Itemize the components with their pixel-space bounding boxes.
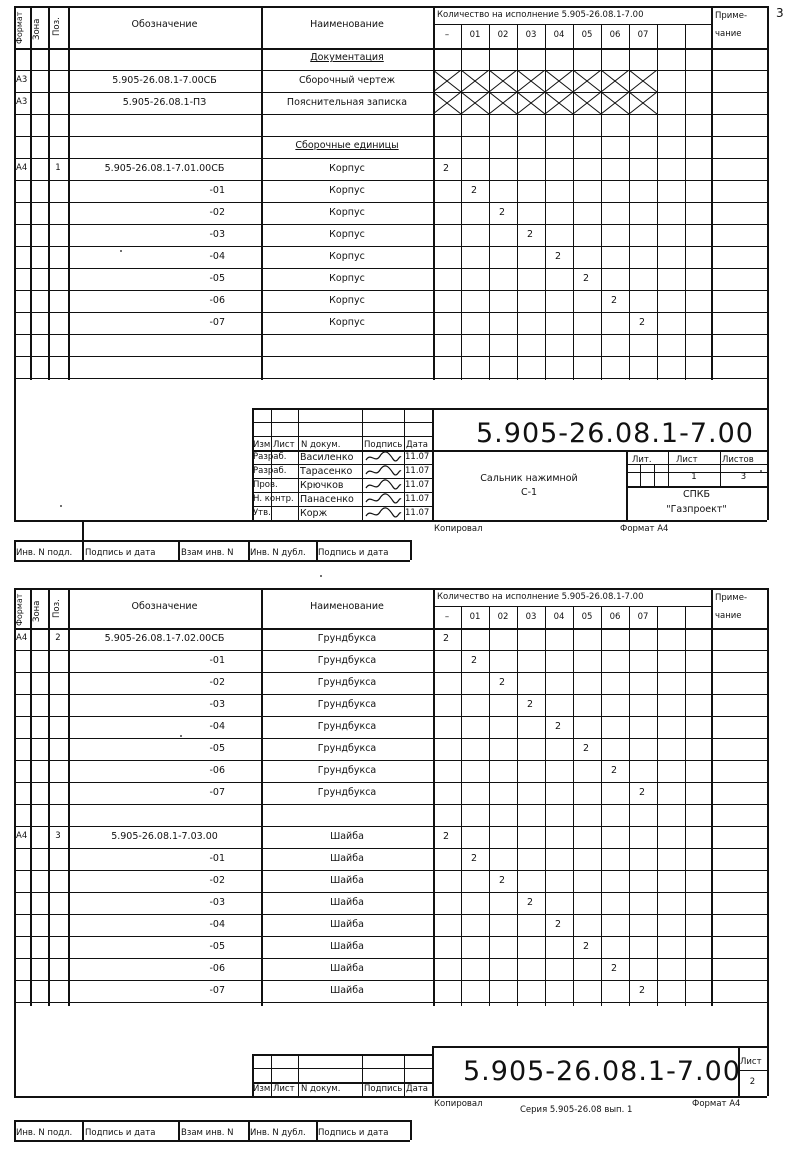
scan-speck — [760, 470, 762, 472]
column-header-note: Приме- — [715, 593, 748, 603]
rule-line — [252, 478, 432, 479]
cross-mark — [601, 92, 629, 114]
stamp-date: 11.07 — [405, 480, 430, 490]
stamp-role: Утв. — [253, 508, 271, 518]
spec-sheet-1 — [0, 4, 792, 560]
row-designation: -06 — [209, 963, 225, 974]
row-position: 1 — [55, 163, 61, 173]
rule-line — [461, 606, 462, 1006]
rule-line — [14, 1140, 410, 1142]
rule-line — [14, 1006, 16, 1096]
series-label: Серия 5.905-26.08 вып. 1 — [520, 1105, 633, 1115]
row-designation: -02 — [209, 875, 225, 886]
cross-mark — [545, 92, 573, 114]
rule-line — [252, 1068, 432, 1069]
rule-line — [489, 606, 490, 1006]
stamp-person-name: Василенко — [300, 452, 354, 463]
row-name: Корпус — [329, 185, 365, 196]
rule-line — [14, 158, 767, 159]
row-position: 3 — [55, 831, 61, 841]
column-header-execution: 03 — [525, 612, 537, 622]
rule-line — [252, 436, 432, 437]
signature-date-label: Подпись и дата — [85, 548, 156, 558]
rule-line — [82, 540, 84, 560]
handwritten-signature — [363, 450, 403, 464]
stamp-header-document: N докум. — [301, 440, 341, 450]
rule-line — [178, 540, 180, 560]
row-quantity: 2 — [611, 963, 618, 974]
cross-mark — [517, 92, 545, 114]
rule-line — [573, 606, 574, 1006]
organization-name: СПКБ — [682, 489, 711, 500]
rule-line — [14, 378, 767, 379]
row-quantity: 2 — [639, 787, 646, 798]
document-number: 5.905-26.08.1-7.00 — [476, 418, 754, 449]
rule-line — [767, 6, 769, 380]
row-quantity: 2 — [639, 317, 646, 328]
row-quantity: 2 — [639, 985, 646, 996]
rule-line — [14, 540, 410, 542]
sheet-corner-mark: 3 — [776, 6, 784, 20]
row-name: Шайба — [330, 875, 364, 886]
row-designation: -07 — [209, 317, 225, 328]
rule-line — [14, 560, 410, 562]
document-subtitle: С-1 — [520, 487, 538, 498]
row-designation: 5.905-26.08.1-7.00СБ — [112, 75, 217, 86]
stamp-header-signature: Подпись — [364, 1084, 403, 1094]
sheet-number: 2 — [749, 1077, 756, 1087]
row-designation: -04 — [209, 251, 225, 262]
row-name: Сборочные единицы — [295, 140, 399, 151]
row-designation: -01 — [209, 853, 225, 864]
format-label: Формат А4 — [692, 1099, 741, 1109]
handwritten-signature — [363, 478, 403, 492]
rule-line — [14, 936, 767, 937]
rule-line — [657, 606, 658, 1006]
column-header-quantity: Количество на исполнение 5.905-26.08.1-7.00 — [437, 592, 644, 602]
cross-mark — [461, 92, 489, 114]
cross-mark — [545, 70, 573, 92]
column-header-execution: – — [444, 612, 450, 622]
rule-line — [298, 1054, 299, 1096]
rule-line — [30, 6, 32, 380]
handwritten-signature — [363, 492, 403, 506]
rule-line — [14, 694, 767, 695]
rule-line — [14, 136, 767, 137]
row-designation: -01 — [209, 655, 225, 666]
row-quantity: 2 — [443, 163, 450, 174]
cross-mark — [601, 70, 629, 92]
row-name: Корпус — [329, 273, 365, 284]
rule-line — [14, 848, 767, 849]
rule-line — [14, 268, 767, 269]
rule-line — [14, 334, 767, 335]
rule-line — [14, 520, 767, 522]
rule-line — [14, 738, 767, 739]
row-name: Шайба — [330, 985, 364, 996]
row-name: Корпус — [329, 163, 365, 174]
column-header-execution: 04 — [553, 30, 565, 40]
sheets-count: 3 — [740, 472, 747, 482]
rule-line — [601, 606, 602, 1006]
rule-line — [545, 606, 546, 1006]
cross-mark — [629, 70, 657, 92]
row-name: Грундбукса — [317, 677, 377, 688]
signature-date-label: Подпись и дата — [318, 1128, 389, 1138]
column-header-execution: 05 — [581, 612, 593, 622]
row-quantity: 2 — [583, 273, 590, 284]
rule-line — [432, 408, 433, 520]
column-header-execution: 04 — [553, 612, 565, 622]
rule-line — [685, 606, 686, 1006]
rule-line — [362, 1054, 363, 1096]
cross-mark — [461, 70, 489, 92]
sheets-count-label: Листов — [722, 455, 754, 465]
cross-mark — [573, 92, 601, 114]
row-name: Шайба — [330, 853, 364, 864]
rule-line — [14, 650, 767, 651]
rule-line — [252, 408, 767, 410]
row-name: Грундбукса — [317, 787, 377, 798]
row-quantity: 2 — [611, 295, 618, 306]
row-designation: 5.905-26.08.1-7.01.00СБ — [104, 163, 225, 174]
column-header-execution: 01 — [469, 30, 481, 40]
row-quantity: 2 — [527, 229, 534, 240]
stamp-date: 11.07 — [405, 452, 430, 462]
rule-line — [14, 48, 767, 50]
sheet-label: Лист — [740, 1057, 762, 1067]
column-header-position: Поз. — [52, 17, 62, 36]
stamp-header-change: Изм. — [253, 1084, 273, 1094]
stamp-person-name: Корж — [300, 508, 328, 519]
scan-speck — [320, 575, 322, 577]
row-quantity: 2 — [583, 941, 590, 952]
row-quantity: 2 — [611, 765, 618, 776]
rule-line — [517, 606, 518, 1006]
stamp-header-date: Дата — [406, 440, 429, 450]
column-header-execution: 07 — [637, 30, 649, 40]
row-name: Грундбукса — [317, 743, 377, 754]
rule-line — [14, 246, 767, 247]
row-quantity: 2 — [583, 743, 590, 754]
rule-line — [626, 486, 767, 488]
scan-speck — [120, 250, 122, 252]
row-designation: -03 — [209, 897, 225, 908]
rule-line — [404, 1054, 405, 1096]
document-number: 5.905-26.08.1-7.00 — [463, 1056, 741, 1087]
row-designation: 5.905-26.08.1-7.02.00СБ — [104, 633, 225, 644]
row-name: Грундбукса — [317, 633, 377, 644]
rule-line — [14, 1096, 767, 1098]
column-header-format: Формат — [15, 11, 24, 44]
stamp-person-name: Тарасенко — [300, 466, 353, 477]
duplicate-inventory-label: Инв. N дубл. — [250, 548, 306, 558]
rule-line — [14, 870, 767, 871]
rule-line — [640, 464, 641, 486]
row-name: Корпус — [329, 207, 365, 218]
organization-name: "Газпроект" — [666, 504, 727, 515]
row-designation: -04 — [209, 919, 225, 930]
row-name: Сборочный чертеж — [298, 75, 396, 86]
rule-line — [14, 980, 767, 981]
rule-line — [767, 1006, 769, 1096]
row-quantity: 2 — [499, 207, 506, 218]
row-quantity: 2 — [499, 875, 506, 886]
stamp-role: Н. контр. — [253, 494, 294, 504]
row-designation: -07 — [209, 985, 225, 996]
scan-speck — [180, 735, 182, 737]
rule-line — [252, 1054, 432, 1056]
stamp-header-date: Дата — [406, 1084, 429, 1094]
cross-mark — [489, 92, 517, 114]
stamp-header-signature: Подпись — [364, 440, 403, 450]
row-position: 2 — [55, 633, 61, 643]
row-name: Шайба — [330, 831, 364, 842]
row-name: Корпус — [329, 317, 365, 328]
cross-mark — [629, 92, 657, 114]
stamp-role: Разраб. — [253, 452, 287, 462]
column-header-execution: 01 — [469, 612, 481, 622]
row-quantity: 2 — [443, 633, 450, 644]
rule-line — [433, 6, 435, 380]
column-header-name: Наименование — [310, 601, 384, 612]
row-designation: -06 — [209, 765, 225, 776]
format-label: Формат А4 — [620, 524, 669, 534]
column-header-execution: 06 — [609, 30, 621, 40]
row-quantity: 2 — [527, 897, 534, 908]
replace-inventory-label: Взам инв. N — [181, 548, 234, 558]
row-designation: -05 — [209, 743, 225, 754]
column-header-format: Формат — [15, 593, 24, 626]
column-header-note: чание — [715, 611, 742, 621]
rule-line — [14, 782, 767, 783]
row-name: Грундбукса — [317, 699, 377, 710]
cross-mark — [573, 70, 601, 92]
row-quantity: 2 — [471, 655, 478, 666]
rule-line — [432, 1046, 767, 1048]
row-name: Шайба — [330, 897, 364, 908]
rule-line — [432, 450, 767, 452]
row-name: Корпус — [329, 251, 365, 262]
rule-line — [767, 588, 769, 1006]
row-name: Грундбукса — [317, 655, 377, 666]
rule-line — [14, 290, 767, 291]
row-name: Шайба — [330, 963, 364, 974]
rule-line — [14, 672, 767, 673]
rule-line — [711, 6, 713, 380]
cross-mark — [517, 70, 545, 92]
rule-line — [14, 6, 16, 380]
rule-line — [654, 464, 655, 486]
rule-line — [767, 380, 769, 520]
rule-line — [14, 1120, 410, 1122]
row-quantity: 2 — [471, 185, 478, 196]
rule-line — [738, 1070, 767, 1071]
column-header-execution: 03 — [525, 30, 537, 40]
stamp-role: Пров. — [253, 480, 278, 490]
sheet-number: 1 — [691, 472, 697, 482]
handwritten-signature — [363, 464, 403, 478]
rule-line — [14, 312, 767, 313]
rule-line — [14, 224, 767, 225]
cross-mark — [433, 70, 461, 92]
column-header-position: Поз. — [52, 599, 62, 618]
row-format: А4 — [16, 633, 28, 643]
inventory-number-label: Инв. N подл. — [16, 548, 73, 558]
stamp-role: Разраб. — [253, 466, 287, 476]
cross-mark — [433, 92, 461, 114]
stamp-date: 11.07 — [405, 508, 430, 518]
rule-line — [410, 1120, 412, 1140]
row-designation: -03 — [209, 699, 225, 710]
row-quantity: 2 — [499, 677, 506, 688]
rule-line — [14, 914, 767, 915]
rule-line — [178, 1120, 180, 1140]
letter-label: Лит. — [632, 455, 652, 465]
column-header-designation: Обозначение — [131, 19, 198, 30]
row-format: А3 — [16, 97, 28, 107]
column-header-name: Наименование — [310, 19, 384, 30]
row-format: А3 — [16, 75, 28, 85]
row-name: Шайба — [330, 919, 364, 930]
row-name: Грундбукса — [317, 765, 377, 776]
row-quantity: 2 — [555, 721, 562, 732]
sheet-label: Лист — [676, 455, 698, 465]
column-header-execution: – — [444, 30, 450, 40]
rule-line — [14, 716, 767, 717]
rule-line — [82, 1120, 84, 1140]
rule-line — [14, 588, 767, 590]
row-quantity: 2 — [443, 831, 450, 842]
column-header-quantity: Количество на исполнение 5.905-26.08.1-7.00 — [437, 10, 644, 20]
row-designation: -02 — [209, 207, 225, 218]
row-designation: -03 — [209, 229, 225, 240]
row-name: Шайба — [330, 941, 364, 952]
row-name: Грундбукса — [317, 721, 377, 732]
rule-line — [14, 826, 767, 827]
row-designation: -01 — [209, 185, 225, 196]
row-name: Корпус — [329, 229, 365, 240]
rule-line — [14, 6, 767, 8]
rule-line — [14, 356, 767, 357]
rule-line — [252, 422, 432, 423]
rule-line — [629, 606, 630, 1006]
replace-inventory-label: Взам инв. N — [181, 1128, 234, 1138]
row-name: Документация — [310, 52, 384, 63]
rule-line — [410, 540, 412, 560]
row-name: Корпус — [329, 295, 365, 306]
row-designation: 5.905-26.08.1-ПЗ — [122, 97, 207, 108]
row-designation: -07 — [209, 787, 225, 798]
rule-line — [252, 464, 432, 465]
stamp-header-sheet: Лист — [273, 1084, 295, 1094]
rule-line — [252, 492, 432, 493]
rule-line — [14, 760, 767, 761]
row-format: А4 — [16, 163, 28, 173]
spec-sheet-2 — [0, 588, 792, 1148]
column-header-zone: Зона — [32, 18, 42, 40]
row-designation: -06 — [209, 295, 225, 306]
rule-line — [14, 114, 767, 115]
inventory-number-label: Инв. N подл. — [16, 1128, 73, 1138]
row-quantity: 2 — [471, 853, 478, 864]
row-format: А4 — [16, 831, 28, 841]
copied-by-label: Копировал — [434, 524, 483, 534]
column-header-execution: 06 — [609, 612, 621, 622]
row-quantity: 2 — [555, 919, 562, 930]
column-header-execution: 05 — [581, 30, 593, 40]
row-designation: -05 — [209, 273, 225, 284]
scan-speck — [60, 505, 62, 507]
cross-mark — [489, 70, 517, 92]
stamp-person-name: Крючков — [300, 480, 344, 491]
rule-line — [14, 628, 767, 630]
column-header-execution: 02 — [497, 612, 509, 622]
row-quantity: 2 — [555, 251, 562, 262]
stamp-person-name: Панасенко — [300, 494, 354, 505]
column-header-zone: Зона — [32, 600, 42, 622]
rule-line — [14, 1002, 767, 1003]
copied-by-label: Копировал — [434, 1099, 483, 1109]
column-header-note: чание — [715, 29, 742, 39]
rule-line — [14, 804, 767, 805]
rule-line — [433, 606, 711, 607]
stamp-header-change: Изм. — [253, 440, 273, 450]
handwritten-signature — [363, 506, 403, 520]
rule-line — [252, 506, 432, 507]
row-quantity: 2 — [527, 699, 534, 710]
rule-line — [48, 6, 50, 380]
signature-date-label: Подпись и дата — [318, 548, 389, 558]
column-header-note: Приме- — [715, 11, 748, 21]
row-designation: -02 — [209, 677, 225, 688]
stamp-header-sheet: Лист — [273, 440, 295, 450]
duplicate-inventory-label: Инв. N дубл. — [250, 1128, 306, 1138]
column-header-execution: 02 — [497, 30, 509, 40]
stamp-date: 11.07 — [405, 466, 430, 476]
row-designation: 5.905-26.08.1-7.03.00 — [111, 831, 218, 842]
stamp-date: 11.07 — [405, 494, 430, 504]
signature-date-label: Подпись и дата — [85, 1128, 156, 1138]
row-designation: -05 — [209, 941, 225, 952]
document-title: Сальник нажимной — [480, 473, 578, 484]
stamp-header-document: N докум. — [301, 1084, 341, 1094]
column-header-execution: 07 — [637, 612, 649, 622]
rule-line — [433, 24, 711, 25]
rule-line — [14, 380, 16, 520]
rule-line — [14, 180, 767, 181]
rule-line — [14, 202, 767, 203]
rule-line — [82, 520, 84, 540]
row-designation: -04 — [209, 721, 225, 732]
row-name: Пояснительная записка — [286, 97, 408, 108]
rule-line — [14, 892, 767, 893]
rule-line — [14, 958, 767, 959]
rule-line — [432, 1054, 433, 1096]
column-header-designation: Обозначение — [131, 601, 198, 612]
